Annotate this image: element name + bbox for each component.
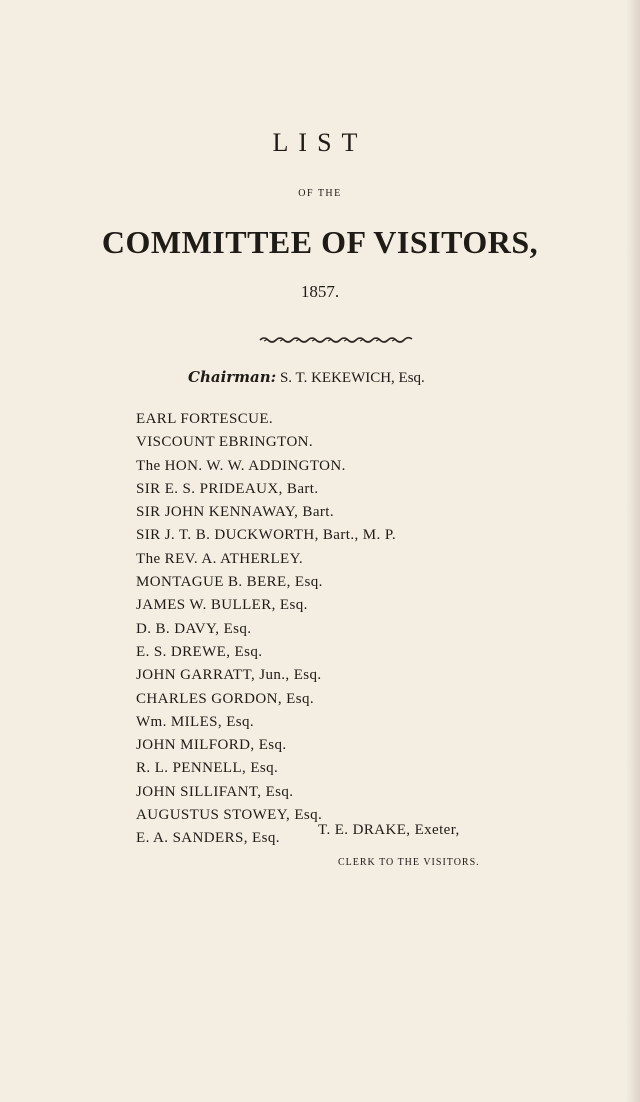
list-item: Wm. MILES, Esq. <box>136 713 255 730</box>
list-item: JOHN SILLIFANT, Esq. <box>136 783 294 800</box>
year-label: 1857. <box>300 282 340 301</box>
list-item: JAMES W. BULLER, Esq. <box>136 597 308 614</box>
page-edge-shadow <box>626 0 640 1102</box>
list-item: CHARLES GORDON, Esq. <box>136 690 315 707</box>
list-title: LIST <box>272 128 368 157</box>
ornamental-divider <box>258 334 414 344</box>
list-item: VISCOUNT EBRINGTON. <box>136 434 314 451</box>
committee-members-list <box>136 408 396 851</box>
list-item: E. A. SANDERS, Esq. <box>136 830 280 847</box>
chairman-label: Chairman: <box>188 368 277 386</box>
list-item: E. S. DREWE, Esq. <box>136 643 263 660</box>
list-item: EARL FORTESCUE. <box>136 411 274 427</box>
list-item: SIR J. T. B. DUCKWORTH, Bart., M. P. <box>136 527 397 544</box>
clerk-role: CLERK TO THE VISITORS. <box>338 857 480 868</box>
chairman-line <box>188 368 425 387</box>
list-item: SIR E. S. PRIDEAUX, Bart. <box>136 480 319 497</box>
list-item: The REV. A. ATHERLEY. <box>136 550 304 567</box>
chairman-name: S. T. KEKEWICH, Esq. <box>279 370 425 386</box>
list-subtitle: OF THE <box>298 188 342 199</box>
list-item: R. L. PENNELL, Esq. <box>136 760 279 777</box>
clerk-signature: T. E. DRAKE, Exeter, <box>318 822 460 838</box>
list-item: D. B. DAVY, Esq. <box>136 620 252 637</box>
list-item: AUGUSTUS STOWEY, Esq. <box>136 807 323 824</box>
list-item: The HON. W. W. ADDINGTON. <box>136 457 346 474</box>
list-item: MONTAGUE B. BERE, Esq. <box>136 574 323 591</box>
list-item: JOHN MILFORD, Esq. <box>136 737 287 754</box>
list-item: SIR JOHN KENNAWAY, Bart. <box>136 504 334 521</box>
list-item: JOHN GARRATT, Jun., Esq. <box>136 667 322 684</box>
committee-title: COMMITTEE OF VISITORS, <box>101 224 539 260</box>
